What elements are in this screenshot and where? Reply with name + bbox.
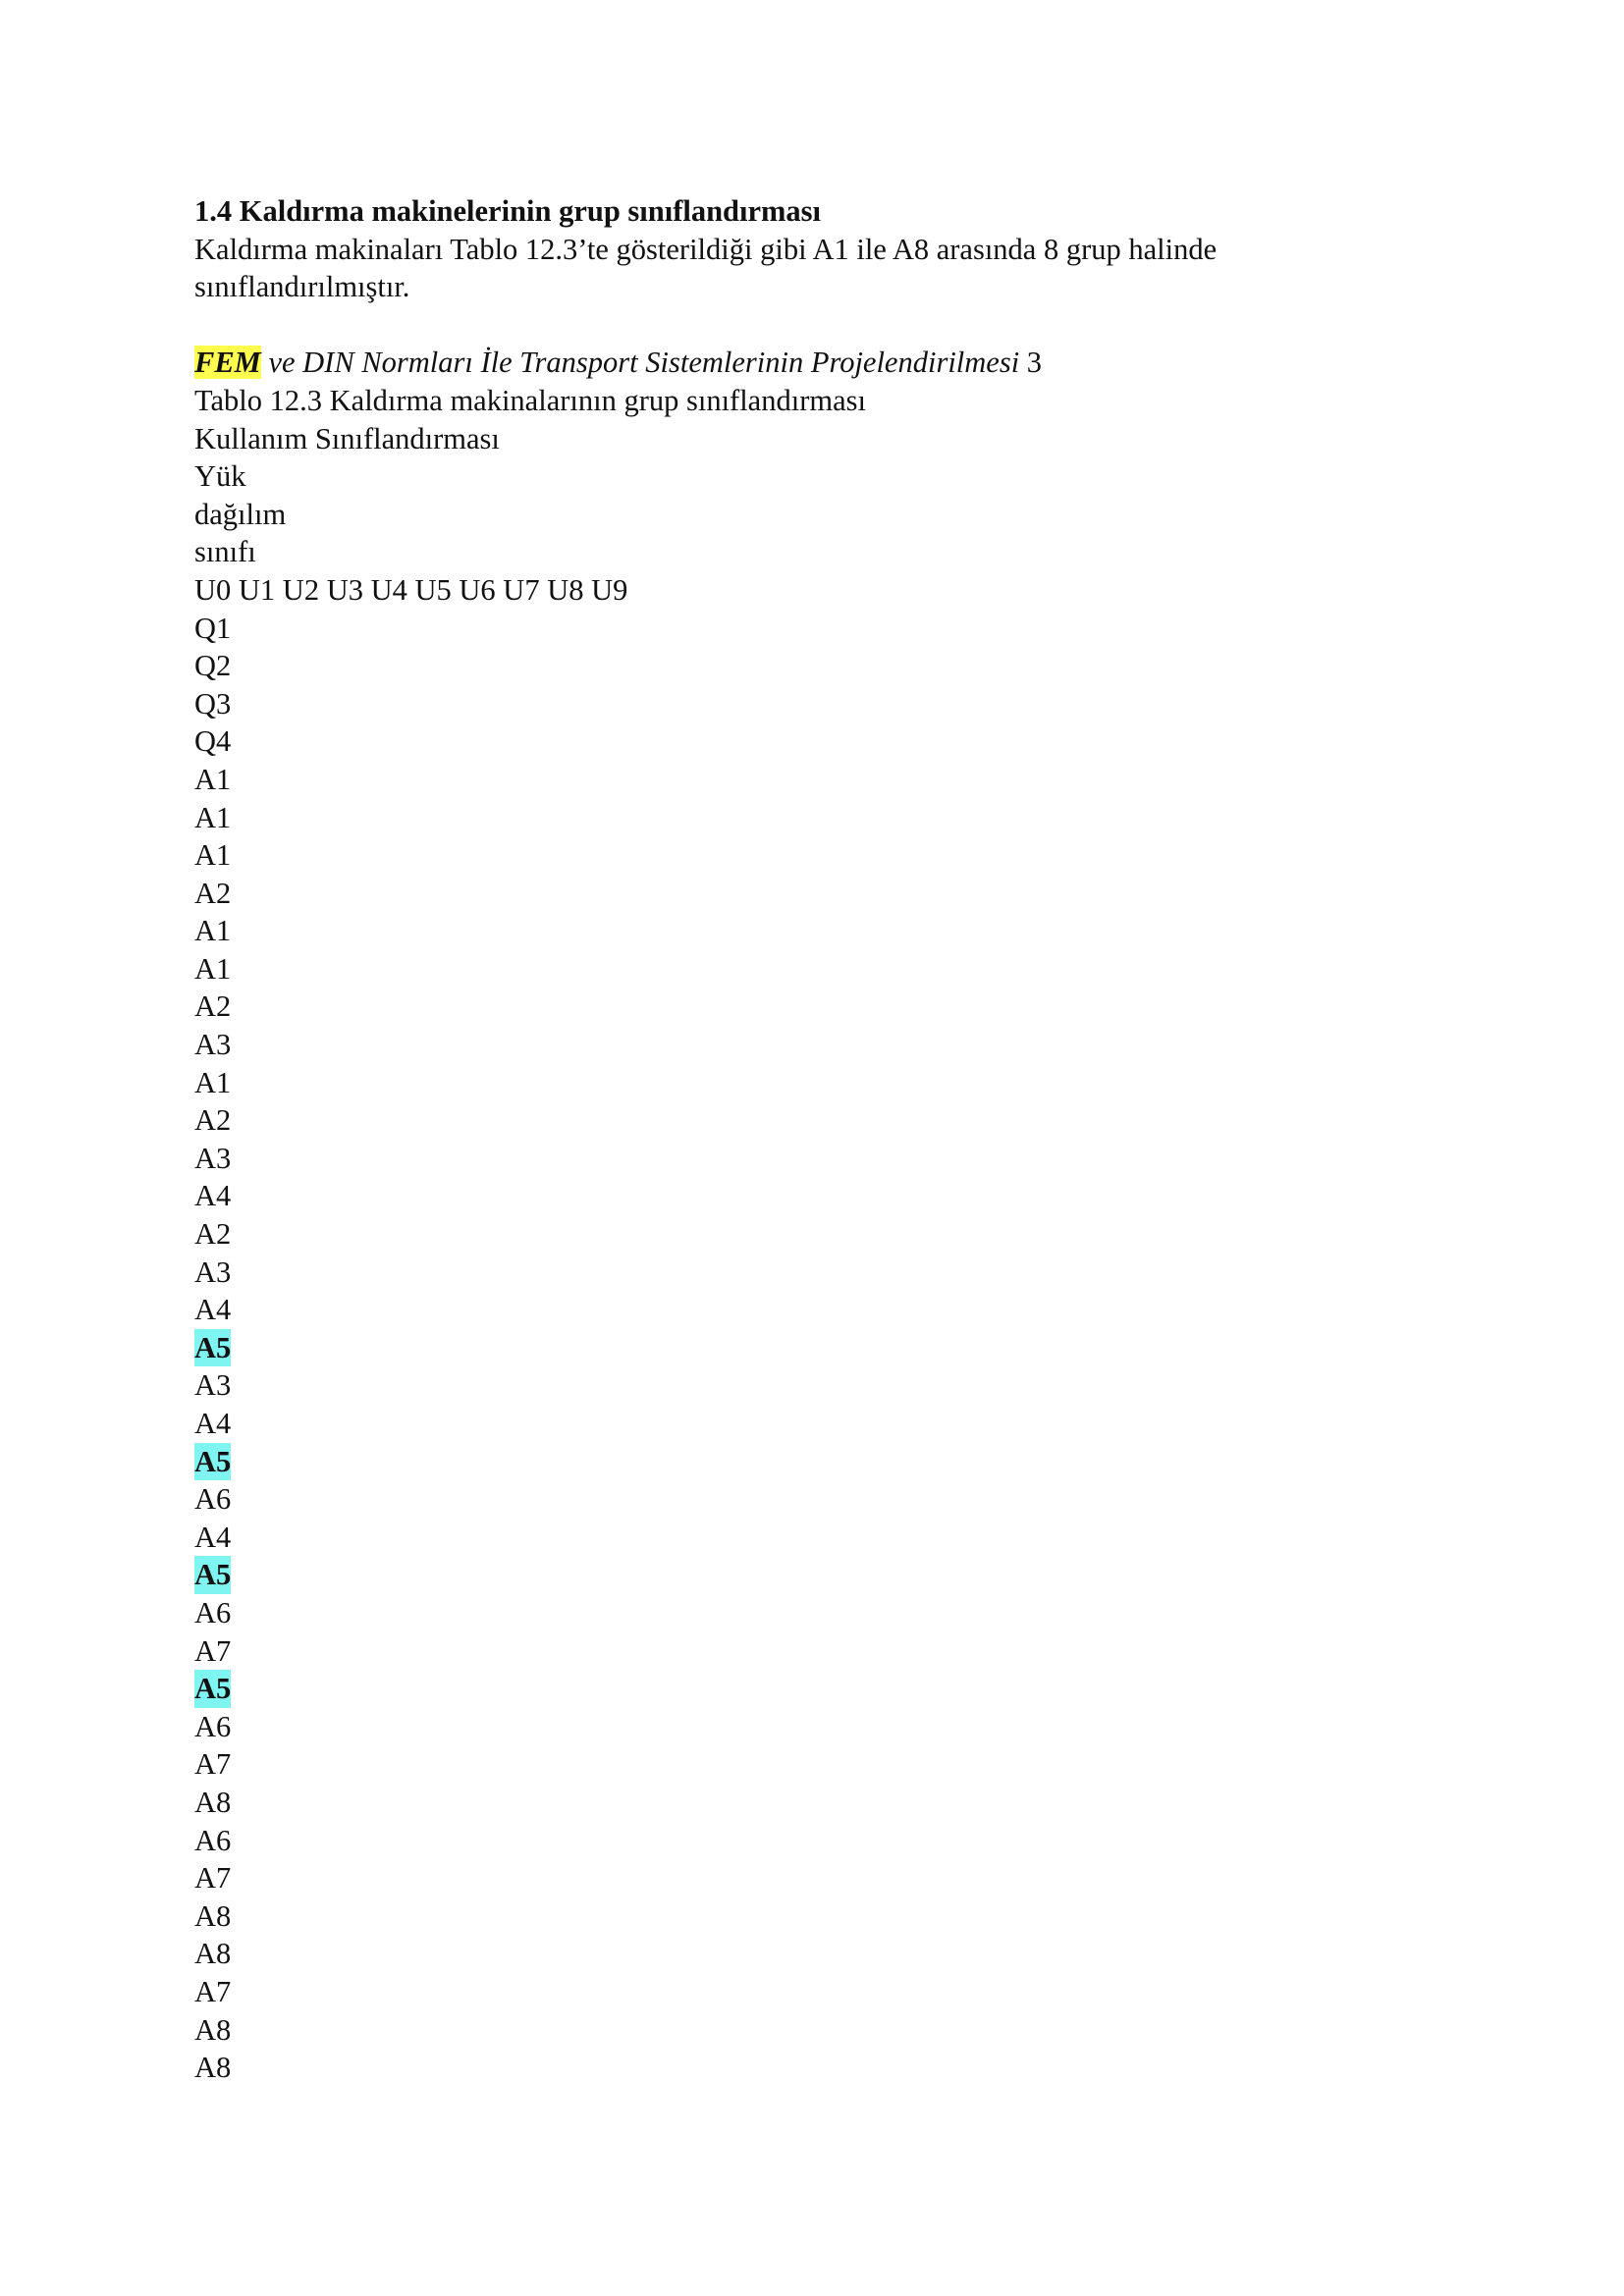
group-class-item — [194, 1822, 1432, 1860]
group-label: A8 — [194, 2012, 232, 2047]
load-class-list — [194, 610, 1432, 761]
intro-paragraph-line-1: Kaldırma makinaları Tablo 12.3’te gösterildiği gibi A1 ile A8 arasında 8 grup halinde — [194, 232, 1218, 266]
group-label-highlighted: A5 — [194, 1443, 231, 1481]
group-class-item — [194, 1443, 1432, 1481]
group-class-item — [194, 1670, 1432, 1708]
group-class-item — [194, 1329, 1432, 1367]
group-class-item — [194, 2049, 1432, 2087]
group-label: A4 — [194, 1407, 232, 1440]
group-label: A8 — [194, 1785, 232, 1819]
group-class-item — [194, 1632, 1432, 1671]
group-class-item — [194, 1708, 1432, 1746]
group-class-item — [194, 1519, 1432, 1557]
table-caption: Tablo 12.3 Kaldırma makinalarının grup sınıflandırması — [194, 383, 866, 417]
intro-paragraph-line-2: sınıflandırılmıştır. — [194, 270, 410, 304]
group-label-highlighted: A5 — [194, 1670, 231, 1708]
group-class-item — [194, 875, 1432, 913]
group-label: A4 — [194, 1293, 232, 1327]
load-class-item: Q4 — [194, 724, 232, 759]
group-class-item — [194, 1101, 1432, 1140]
source-highlight: FEM — [194, 346, 261, 380]
group-class-item — [194, 912, 1432, 950]
group-class-item — [194, 950, 1432, 988]
group-class-item — [194, 1026, 1432, 1064]
group-class-item — [194, 836, 1432, 875]
group-label: A4 — [194, 1179, 232, 1213]
group-label: A6 — [194, 1595, 232, 1629]
group-class-item — [194, 2011, 1432, 2050]
source-page-number: 3 — [1019, 346, 1043, 380]
load-class-item: Q3 — [194, 686, 232, 721]
group-label: A2 — [194, 1103, 232, 1138]
group-class-item — [194, 1366, 1432, 1405]
group-label: A1 — [194, 762, 232, 796]
group-label: A7 — [194, 1861, 232, 1896]
group-label: A8 — [194, 1937, 232, 1971]
group-label-highlighted: A5 — [194, 1556, 231, 1594]
load-header-line: dağılım — [194, 497, 287, 531]
group-class-list — [194, 761, 1432, 2087]
group-label-highlighted: A5 — [194, 1329, 231, 1367]
group-label: A6 — [194, 1709, 232, 1743]
group-class-item — [194, 1215, 1432, 1254]
group-label: A2 — [194, 989, 232, 1024]
group-label: A3 — [194, 1028, 232, 1062]
load-header-line: sınıfı — [194, 535, 256, 569]
group-class-item — [194, 1291, 1432, 1329]
group-label: A7 — [194, 1633, 232, 1668]
group-label: A2 — [194, 876, 232, 910]
group-label: A1 — [194, 914, 232, 948]
group-label: A2 — [194, 1217, 232, 1252]
load-class-item: Q2 — [194, 649, 232, 683]
document-page — [194, 192, 1432, 2087]
group-label: A8 — [194, 2051, 232, 2085]
group-class-item — [194, 1405, 1432, 1443]
group-class-item — [194, 799, 1432, 837]
group-label: A7 — [194, 1974, 232, 2008]
group-label: A1 — [194, 951, 232, 986]
group-class-item — [194, 1140, 1432, 1178]
group-class-item — [194, 1859, 1432, 1897]
group-class-item — [194, 1064, 1432, 1102]
group-class-item — [194, 988, 1432, 1026]
paragraph-gap — [194, 306, 1432, 345]
source-reference — [194, 344, 1432, 382]
source-title: ve DIN Normları İle Transport Sistemlerinin Projelendirilmesi — [260, 346, 1020, 380]
group-label: A3 — [194, 1368, 232, 1403]
group-class-item — [194, 1556, 1432, 1594]
group-class-item — [194, 1594, 1432, 1632]
usage-classes-row: U0 U1 U2 U3 U4 U5 U6 U7 U8 U9 — [194, 572, 628, 607]
group-label: A4 — [194, 1520, 232, 1554]
group-class-item — [194, 1254, 1432, 1292]
load-header-line: Yük — [194, 459, 246, 494]
group-label: A6 — [194, 1482, 232, 1517]
group-class-item — [194, 1480, 1432, 1519]
section-heading: 1.4 Kaldırma makinelerinin grup sınıflandırması — [194, 194, 822, 228]
group-label: A7 — [194, 1747, 232, 1782]
group-label: A3 — [194, 1141, 232, 1175]
group-class-item — [194, 1177, 1432, 1215]
group-label: A3 — [194, 1255, 232, 1289]
group-label: A1 — [194, 1065, 232, 1099]
load-class-item: Q1 — [194, 611, 232, 645]
group-class-item — [194, 1973, 1432, 2011]
group-class-item — [194, 1784, 1432, 1822]
group-class-item — [194, 1935, 1432, 1973]
group-class-item — [194, 1897, 1432, 1936]
group-label: A6 — [194, 1823, 232, 1857]
group-class-item — [194, 1745, 1432, 1784]
group-label: A1 — [194, 800, 232, 834]
group-class-item — [194, 761, 1432, 799]
usage-classification-header: Kullanım Sınıflandırması — [194, 421, 500, 455]
group-label: A8 — [194, 1898, 232, 1933]
group-label: A1 — [194, 838, 232, 873]
